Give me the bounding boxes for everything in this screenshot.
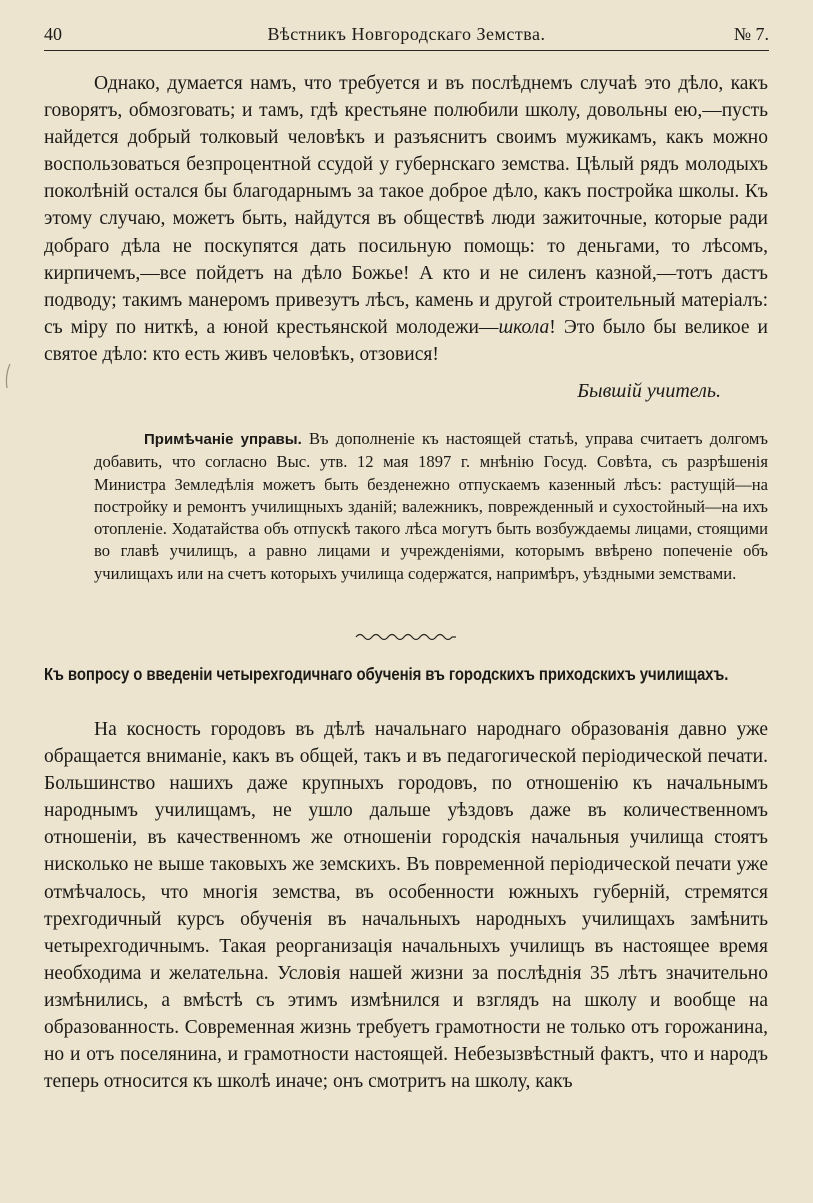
author-signature: Бывшій учитель. bbox=[577, 380, 721, 402]
editorial-note bbox=[94, 428, 768, 585]
page-number: 40 bbox=[44, 24, 62, 44]
article-end-paragraph bbox=[44, 70, 768, 368]
italic-word: школа bbox=[498, 316, 550, 338]
article-end-text-tail: ! Это было бы великое и святое дѣло: кто есть живъ человѣкъ, отзовися! bbox=[44, 316, 768, 365]
note-label: Примѣчаніе управы. bbox=[144, 431, 302, 448]
article-body-text: На косность городовъ въ дѣлѣ начальнаго народнаго образованія давно уже обращается вниманіе, какъ въ общей, такъ и въ педагогической періодической печати. Большинство нашихъ даже крупныхъ городовъ, по отношенію къ начальнымъ народнымъ училищамъ, не ушло дальше уѣздовъ даже въ количественномъ отношеніи, въ качественномъ же отношеніи городскія начальныя училища стоятъ нисколько не выше таковыхъ же земскихъ. Въ повременной періодической печати уже отмѣчалось, что многія земства, въ особенности южныхъ губерній, стремятся трехгодичный курсъ обученія въ начальныхъ народныхъ училищахъ замѣнить четырехгодичнымъ. Такая реорганизація начальныхъ училищъ въ настоящее время необходима и желательна. Условія нашей жизни за послѣднія 35 лѣтъ значительно измѣнились, а вмѣстѣ съ этимъ измѣнился и взглядъ на школу и вообще на образованность. Современная жизнь требуетъ грамотности не только отъ горожанина, но и отъ поселянина, и грамотности настоящей. Небезызвѣстный фактъ, что и народъ теперь относится къ школѣ иначе; онъ смотритъ на школу, какъ bbox=[44, 719, 768, 1093]
margin-pencil-mark bbox=[4, 363, 12, 389]
article-end-text: Однако, думается намъ, что требуется и въ послѣднемъ случаѣ это дѣло, какъ говорятъ, обмозговать; и тамъ, гдѣ крестьяне полюбили школу, довольны ею,—пусть найдется добрый толковый человѣкъ и разъяснитъ своимъ мужикамъ, какъ можно воспользоваться безпроцентной ссудой у губернскаго земства. Цѣлый рядъ молодыхъ поколѣній остался бы благодарнымъ за такое доброе дѣло, какъ постройка школы. Къ этому случаю, можетъ быть, найдутся въ обществѣ люди зажиточные, которые ради добраго дѣла не поскупятся дать посильную помощь: то деньгами, то лѣсомъ, кирпичемъ,—все пойдетъ на дѣло Божье! А кто и не силенъ казной,—тотъ дастъ подводу; такимъ манеромъ привезутъ лѣсъ, камень и другой строительный матеріалъ: съ міру по ниткѣ, а юной крестьянской молодежи— bbox=[44, 73, 768, 338]
journal-title: Вѣстникъ Новгородскаго Земства. bbox=[267, 24, 546, 44]
article-body-paragraph bbox=[44, 716, 768, 1095]
running-header bbox=[44, 22, 769, 51]
article-heading: Къ вопросу о введеніи четырехгодичнаго обученія въ городскихъ приходскихъ училищахъ. bbox=[44, 664, 729, 684]
section-divider-ornament bbox=[354, 630, 458, 644]
issue-number: № 7. bbox=[733, 24, 769, 44]
note-text: Въ дополненіе къ настоящей статьѣ, управа считаетъ долгомъ добавить, что согласно Выс. утв. 12 мая 1897 г. мнѣнію Госуд. Совѣта, съ разрѣшенія Министра Земледѣлія можетъ быть безденежно отпускаемъ казенный лѣсъ: растущій—на постройку и ремонтъ училищныхъ зданій; валежникъ, поврежденный и сухостойный—на ихъ отопленіе. Ходатайства объ отпускѣ такого лѣса могутъ быть возбуждаемы лицами, стоящими во главѣ училищъ, а равно лицами и учрежденіями, которымъ ввѣрено попеченіе объ училищахъ или на счетъ которыхъ училища содержатся, напримѣръ, уѣздными земствами. bbox=[94, 429, 769, 583]
